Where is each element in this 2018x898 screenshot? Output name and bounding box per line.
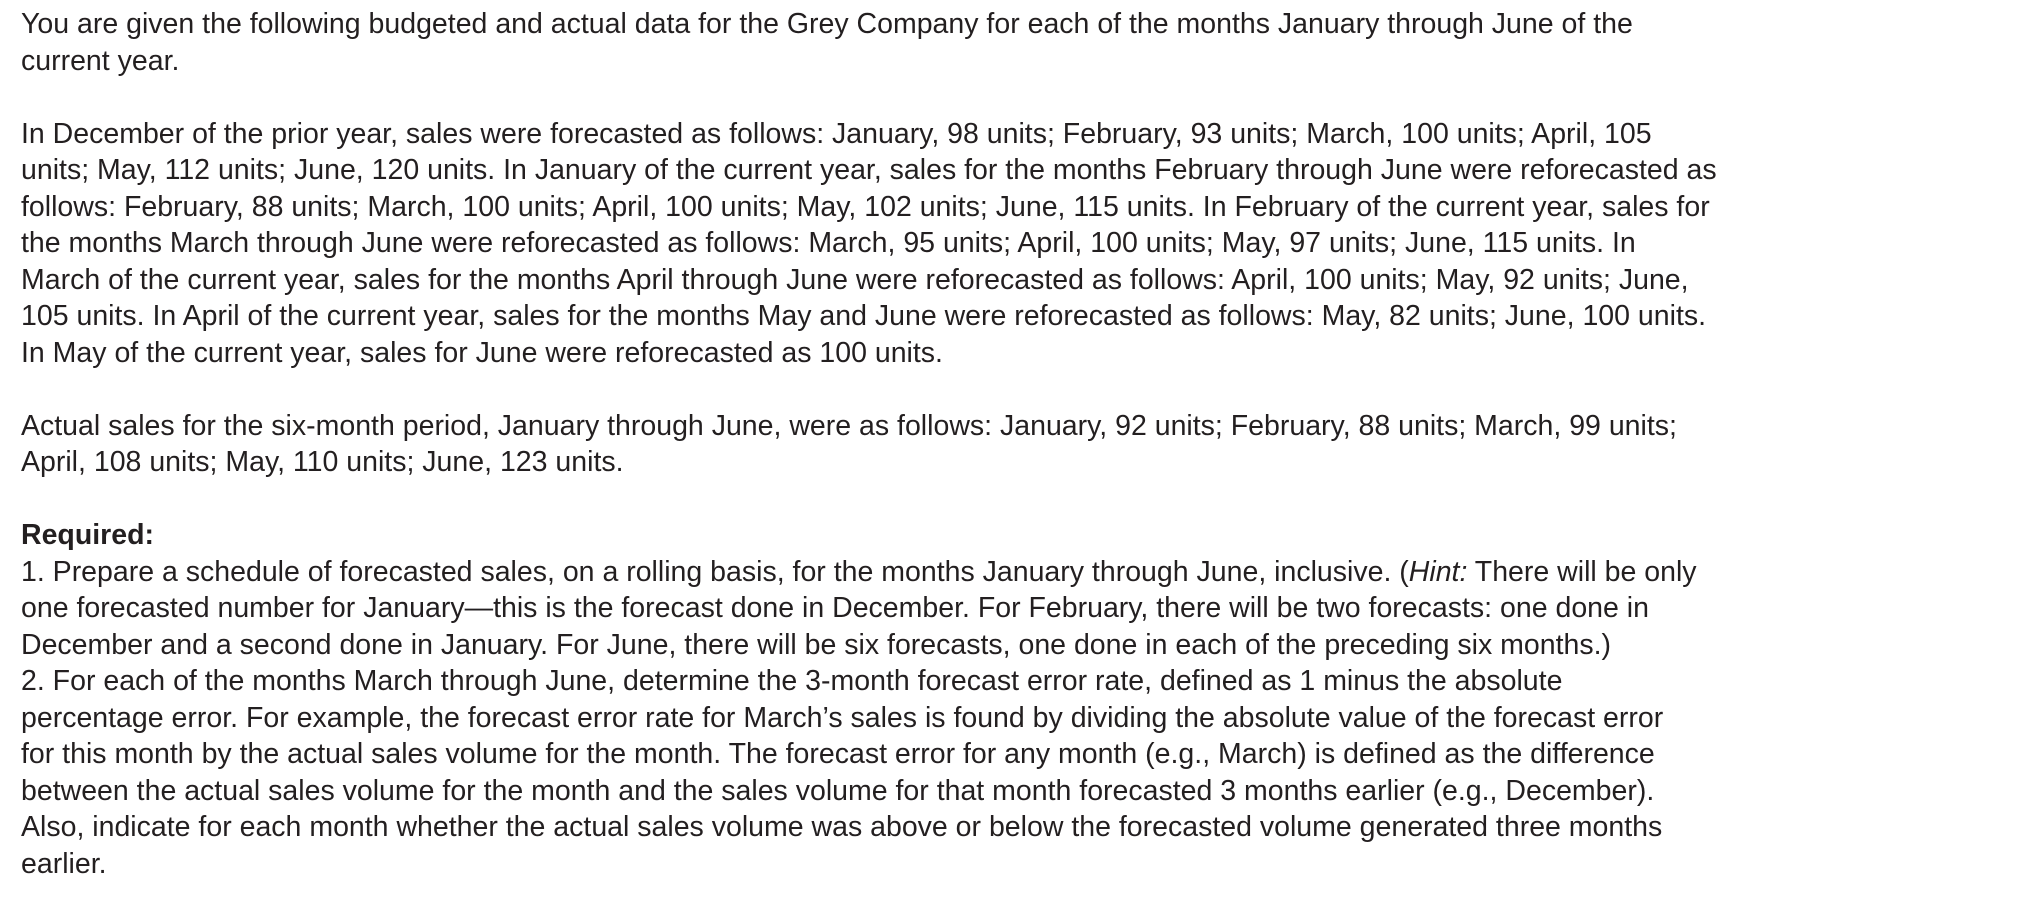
required-item-1-line: one forecasted number for January—this is the forecast done in December. For February, there will be two forecasts: one done in <box>21 592 1649 624</box>
required-item-2-line: between the actual sales volume for the month and the sales volume for that month forecasted 3 months earlier (e.g., December). <box>21 774 1655 807</box>
required-item-2-line: earlier. <box>21 847 107 880</box>
forecasts-paragraph <box>21 116 1997 372</box>
item1-text-before-hint: 1. Prepare a schedule of forecasted sales, on a rolling basis, for the months January through June, inclusive. ( <box>21 555 1409 588</box>
actuals-line: Actual sales for the six-month period, January through June, were as follows: January, 92 units; February, 88 units; March, 99 units; <box>21 409 1677 442</box>
required-item-2-line: Also, indicate for each month whether the actual sales volume was above or below the forecasted volume generated three months <box>21 811 1663 843</box>
required-heading: Required: <box>21 519 155 551</box>
hint-label: Hint: <box>1408 555 1468 588</box>
forecasts-line: March of the current year, sales for the months April through June were reforecasted as follows: April, 100 units; May, 92 units; June, <box>21 263 1689 296</box>
required-item-2-line: percentage error. For example, the forecast error rate for March’s sales is found by dividing the absolute value of the forecast error <box>21 701 1664 734</box>
forecasts-line: 105 units. In April of the current year, sales for the months May and June were reforecasted as follows: May, 82 units; June, 100 units. <box>21 300 1707 332</box>
forecasts-line: follows: February, 88 units; March, 100 units; April, 100 units; May, 102 units; June, 115 units. In February of the current year, sales for <box>21 190 1710 223</box>
intro-line: You are given the following budgeted and actual data for the Grey Company for each of the months January through June of the <box>21 8 1633 40</box>
required-item-1-first-line <box>21 554 1997 591</box>
forecasts-line: units; May, 112 units; June, 120 units. In January of the current year, sales for the months February through June were reforecasted as <box>21 154 1717 186</box>
required-item-2-line: for this month by the actual sales volume for the month. The forecast error for any month (e.g., March) is defined as the difference <box>21 738 1655 770</box>
forecasts-line: the months March through June were reforecasted as follows: March, 95 units; April, 100 units; May, 97 units; June, 115 units. In <box>21 227 1636 259</box>
required-item-1-line: December and a second done in January. For June, there will be six forecasts, one done in each of the preceding six months.) <box>21 628 1612 661</box>
forecasts-line: In May of the current year, sales for June were reforecasted as 100 units. <box>21 336 943 369</box>
intro-line: current year. <box>21 44 180 77</box>
required-section <box>21 517 1997 882</box>
item1-text-after-hint: There will be only <box>1467 555 1697 588</box>
forecasts-line: In December of the prior year, sales were forecasted as follows: January, 98 units; February, 93 units; March, 100 units; April, 105 <box>21 117 1652 150</box>
actuals-line: April, 108 units; May, 110 units; June, 123 units. <box>21 446 624 478</box>
intro-paragraph <box>21 6 1997 79</box>
actuals-paragraph <box>21 408 1997 481</box>
required-item-2-line: 2. For each of the months March through June, determine the 3-month forecast error rate, defined as 1 minus the absolute <box>21 665 1563 697</box>
